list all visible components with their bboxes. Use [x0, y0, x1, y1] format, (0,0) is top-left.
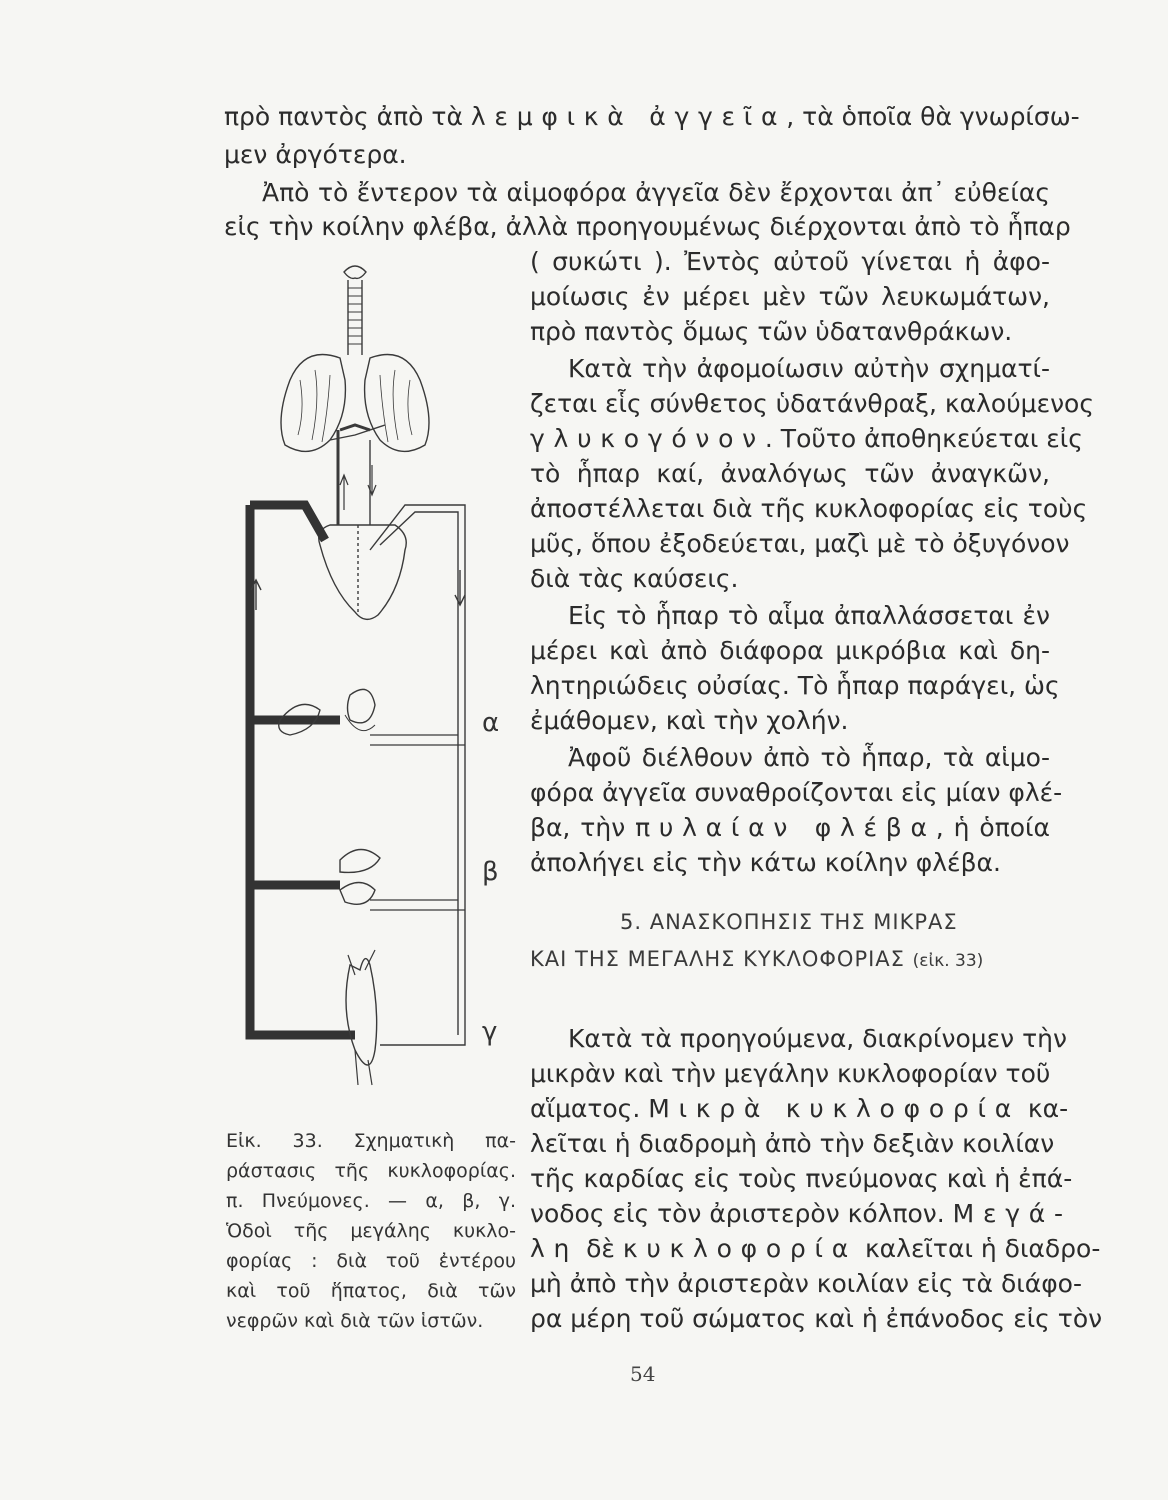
figure-caption-line: φορίας : διὰ τοῦ ἐντέρου: [226, 1250, 516, 1272]
label-alpha: α: [482, 708, 500, 738]
text-line: λη δὲ κυκλοφορία καλεῖται ἡ διαδρο-: [530, 1234, 1101, 1263]
text-line: μοίωσις ἐν μέρει μὲν τῶν λευκωμάτων,: [530, 282, 1050, 311]
text-line: νοδος εἰς τὸν ἀριστερὸν κόλπον. Μεγά-: [530, 1199, 1072, 1228]
label-beta: β: [482, 857, 499, 887]
right-lung: [365, 354, 429, 451]
text-line: μέρει καὶ ἀπὸ διάφορα μικρόβια καὶ δη-: [530, 636, 1050, 665]
text-line: λεῖται ἡ διαδρομὴ ἀπὸ τὴν δεξιὰν κοιλίαν: [530, 1129, 1055, 1158]
text-line: ἐμάθομεν, καὶ τὴν χολήν.: [530, 706, 849, 735]
figure-caption-line: καὶ τοῦ ἥπατος, διὰ τῶν: [226, 1280, 516, 1302]
page-number: 54: [630, 1362, 656, 1386]
figure-caption-line: Ὁδοὶ τῆς μεγάλης κυκλο-: [226, 1220, 516, 1242]
text-line: φόρα ἀγγεῖα συναθροίζονται εἰς μίαν φλέ-: [530, 778, 1063, 807]
text-line: ( συκώτι ). Ἐντὸς αὐτοῦ γίνεται ἡ ἀφο-: [530, 247, 1050, 276]
figure-caption-line: π. Πνεύμονες. — α, β, γ.: [226, 1190, 516, 1212]
text-line: εἰς τὴν κοίλην φλέβα, ἀλλὰ προηγουμένως διέρχονται ἀπὸ τὸ ἧπαρ: [224, 212, 1071, 241]
text-line: Κατὰ τὴν ἀφομοίωσιν αὐτὴν σχηματί-: [568, 354, 1050, 383]
kidneys: [340, 849, 380, 872]
text-line: Ἀπὸ τὸ ἔντερον τὰ αἱμοφόρα ἀγγεῖα δὲν ἔρχονται ἀπ᾽ εὐθείας: [262, 178, 1050, 207]
text-line: Κατὰ τὰ προηγούμενα, διακρίνομεν τὴν: [568, 1024, 1067, 1053]
text-line: τὸ ἧπαρ καί, ἀναλόγως τῶν ἀναγκῶν,: [530, 459, 1050, 488]
text-line: μῦς, ὅπου ἐξοδεύεται, μαζὶ μὲ τὸ ὀξυγόνον: [530, 529, 1070, 558]
text-line: μεν ἀργότερα.: [224, 140, 407, 169]
text-line: αἵματος. Μικρὰ κυκλοφορία κα-: [530, 1094, 1069, 1123]
text-line: μὴ ἀπὸ τὴν ἀριστερὰν κοιλίαν εἰς τὰ διάφο-: [530, 1269, 1083, 1298]
text-line: ρα μέρη τοῦ σώματος καὶ ἡ ἐπάνοδος εἰς τὸν: [530, 1304, 1103, 1333]
circulation-diagram: [220, 250, 520, 1110]
heart: [319, 525, 407, 619]
text-line: πρὸ παντὸς ὅμως τῶν ὑδατανθράκων.: [530, 317, 1013, 346]
text-line: βα, τὴν πυλαίαν φλέβα, ἡ ὁποία: [530, 813, 1050, 842]
figure-caption-line: νεφρῶν καὶ διὰ τῶν ἱστῶν.: [226, 1310, 484, 1332]
text-line: ζεται εἷς σύνθετος ὑδατάνθραξ, καλούμενος: [530, 389, 1095, 418]
vein-path: [250, 505, 325, 540]
section-heading-line2: ΚΑΙ ΤΗΣ ΜΕΓΑΛΗΣ ΚΥΚΛΟΦΟΡΙΑΣ (εἰκ. 33): [530, 947, 984, 971]
text-line: πρὸ παντὸς ἀπὸ τὰ λεμφικὰ ἀγγεῖα, τὰ ὁποῖα θὰ γνωρίσω-: [224, 102, 1080, 131]
text-line: ἀπολήγει εἰς τὴν κάτω κοίλην φλέβα.: [530, 848, 1001, 877]
text-line: τῆς καρδίας εἰς τοὺς πνεύμονας καὶ ἡ ἐπά-: [530, 1164, 1073, 1193]
text-line: λητηριώδεις οὐσίας. Τὸ ἧπαρ παράγει, ὡς: [530, 671, 1060, 700]
muscle: [346, 959, 377, 1065]
figure-reference: (εἰκ. 33): [912, 951, 984, 971]
artery-path: [370, 505, 465, 1045]
text-line: διὰ τὰς καύσεις.: [530, 564, 739, 593]
figure-caption-line: ράστασις τῆς κυκλοφορίας.: [226, 1160, 516, 1182]
section-heading-line1: 5. ΑΝΑΣΚΟΠΗΣΙΣ ΤΗΣ ΜΙΚΡΑΣ: [620, 910, 958, 934]
text-line: Εἰς τὸ ἧπαρ τὸ αἷμα ἀπαλλάσσεται ἐν: [568, 601, 1050, 630]
label-gamma: γ: [482, 1017, 498, 1047]
text-line: μικρὰν καὶ τὴν μεγάλην κυκλοφορίαν τοῦ: [530, 1059, 1051, 1088]
text-line: ἀποστέλλεται διὰ τῆς κυκλοφορίας εἰς τοὺς: [530, 494, 1088, 523]
left-lung: [281, 354, 345, 451]
figure-caption-line: Εἰκ. 33. Σχηματικὴ πα-: [226, 1130, 516, 1152]
text-line: Ἀφοῦ διέλθουν ἀπὸ τὸ ἧπαρ, τὰ αἱμο-: [568, 743, 1050, 772]
text-line: γλυκογόνον. Τοῦτο ἀποθηκεύεται εἰς: [530, 424, 1083, 453]
